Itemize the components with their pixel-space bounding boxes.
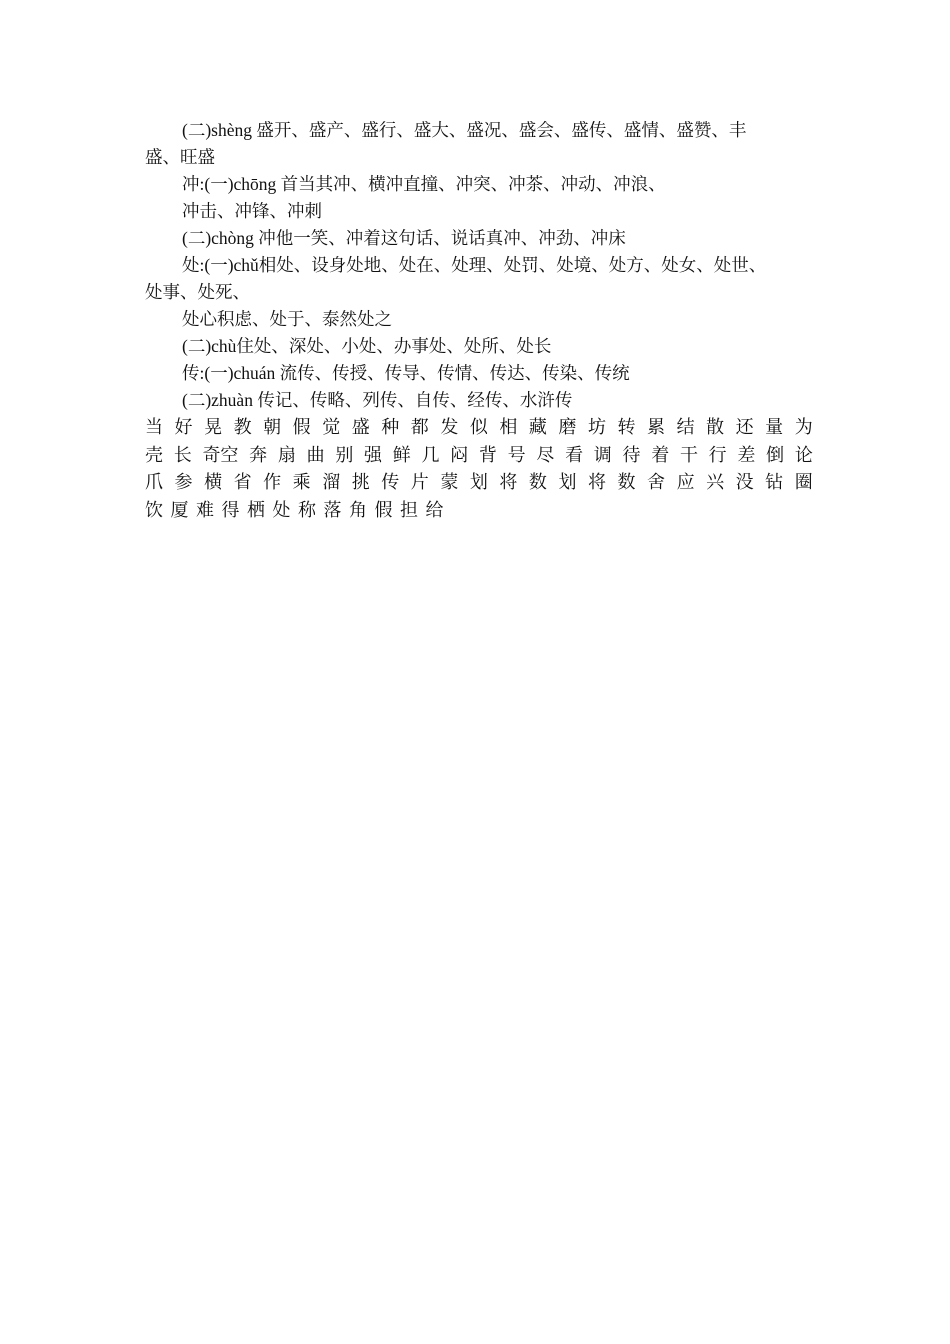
grid-char: 饮 (145, 499, 163, 520)
grid-char: 落 (323, 499, 342, 520)
grid-char: 晃 (204, 417, 223, 437)
grid-char: 数 (528, 472, 547, 492)
grid-char: 兴 (706, 472, 725, 492)
grid-char: 种 (381, 417, 400, 437)
grid-char: 调 (593, 444, 612, 465)
grid-char: 似 (469, 417, 488, 437)
text-line: 冲:(一)chōng 首当其冲、横冲直撞、冲突、冲茶、冲动、冲浪、 (182, 174, 666, 194)
grid-char: 结 (676, 417, 695, 437)
grid-char: 划 (558, 472, 577, 492)
grid-char: 挑 (351, 472, 370, 492)
grid-char: 朝 (263, 417, 282, 437)
grid-char: 相 (499, 417, 518, 437)
grid-char: 舍 (647, 472, 666, 492)
grid-char: 教 (233, 417, 252, 437)
grid-char: 传 (381, 472, 400, 492)
grid-char: 没 (735, 472, 754, 492)
grid-char: 称 (298, 499, 316, 520)
grid-char: 奇空 (202, 444, 239, 465)
grid-char: 发 (440, 417, 459, 437)
grid-char: 给 (425, 499, 444, 520)
grid-char: 划 (469, 472, 488, 492)
grid-char: 角 (349, 499, 367, 520)
grid-row (145, 497, 813, 525)
grid-char: 假 (374, 499, 393, 520)
grid-char: 论 (794, 444, 813, 465)
grid-char: 盛 (351, 417, 370, 437)
grid-char: 累 (647, 417, 666, 437)
grid-char: 量 (765, 417, 784, 437)
grid-char: 扇 (277, 444, 296, 465)
grid-char: 都 (410, 417, 429, 437)
grid-char: 坊 (587, 417, 606, 437)
grid-char: 还 (735, 417, 754, 437)
grid-char: 差 (737, 444, 756, 465)
grid-char: 将 (499, 472, 518, 492)
grid-char: 爪 (145, 472, 163, 492)
grid-char: 干 (679, 444, 698, 465)
grid-char: 几 (421, 444, 440, 465)
grid-char: 乘 (292, 472, 311, 492)
grid-char: 闷 (450, 444, 469, 465)
grid-char: 鲜 (392, 444, 411, 465)
grid-char: 行 (708, 444, 727, 465)
grid-row (145, 442, 813, 470)
text-line: (二)zhuàn 传记、传略、列传、自传、经传、水浒传 (182, 390, 573, 410)
grid-char: 着 (651, 444, 670, 465)
grid-char: 奔 (249, 444, 268, 465)
grid-char: 片 (410, 472, 429, 492)
grid-char: 当 (145, 417, 163, 437)
text-line: (二)shèng 盛开、盛产、盛行、盛大、盛况、盛会、盛传、盛情、盛赞、丰 (182, 120, 747, 140)
grid-char: 省 (233, 472, 252, 492)
text-line: 处心积虑、处于、泰然处之 (182, 309, 392, 329)
text-line: (二)chù住处、深处、小处、办事处、处所、处长 (182, 336, 552, 356)
grid-char: 曲 (306, 444, 325, 465)
grid-char: 得 (221, 499, 240, 520)
text-line: (二)chòng 冲他一笑、冲着这句话、说话真冲、冲劲、冲床 (182, 228, 626, 248)
grid-char: 磨 (558, 417, 577, 437)
grid-char: 长 (173, 444, 192, 465)
grid-row (145, 469, 813, 497)
grid-char: 应 (676, 472, 695, 492)
text-line: 处:(一)chǔ相处、设身处地、处在、处理、处罚、处境、处方、处女、处世、 (182, 255, 767, 275)
grid-char: 蒙 (440, 472, 459, 492)
grid-char: 溜 (322, 472, 341, 492)
grid-char: 栖 (247, 499, 265, 520)
text-line: 盛、旺盛 (145, 147, 215, 167)
grid-char: 强 (364, 444, 383, 465)
grid-char: 号 (507, 444, 526, 465)
grid-char: 待 (622, 444, 641, 465)
grid-char: 看 (565, 444, 584, 465)
grid-char: 尽 (536, 444, 555, 465)
grid-char: 担 (400, 499, 418, 520)
polyphone-text-block (145, 117, 813, 414)
grid-char: 将 (587, 472, 606, 492)
grid-char: 觉 (322, 417, 341, 437)
text-line: 处事、处死、 (145, 282, 250, 302)
grid-char: 藏 (528, 417, 547, 437)
grid-char: 圈 (794, 472, 813, 492)
grid-char: 倒 (766, 444, 785, 465)
grid-char: 散 (706, 417, 725, 437)
grid-char: 为 (794, 417, 813, 437)
grid-char: 别 (335, 444, 354, 465)
character-grid (145, 414, 813, 524)
grid-char: 处 (272, 499, 291, 520)
grid-char: 数 (617, 472, 636, 492)
grid-char: 背 (478, 444, 497, 465)
grid-char: 参 (174, 472, 193, 492)
text-line: 传:(一)chuán 流传、传授、传导、传情、传达、传染、传统 (182, 363, 630, 383)
grid-char: 难 (196, 499, 214, 520)
grid-char: 假 (292, 417, 311, 437)
grid-char: 横 (204, 472, 223, 492)
grid-char: 壳 (145, 444, 163, 465)
grid-char: 厦 (170, 499, 189, 520)
text-line: 冲击、冲锋、冲刺 (182, 201, 322, 221)
grid-char: 转 (617, 417, 636, 437)
grid-row (145, 414, 813, 442)
grid-char: 好 (174, 417, 193, 437)
grid-char: 作 (263, 472, 282, 492)
grid-char: 钻 (765, 472, 784, 492)
